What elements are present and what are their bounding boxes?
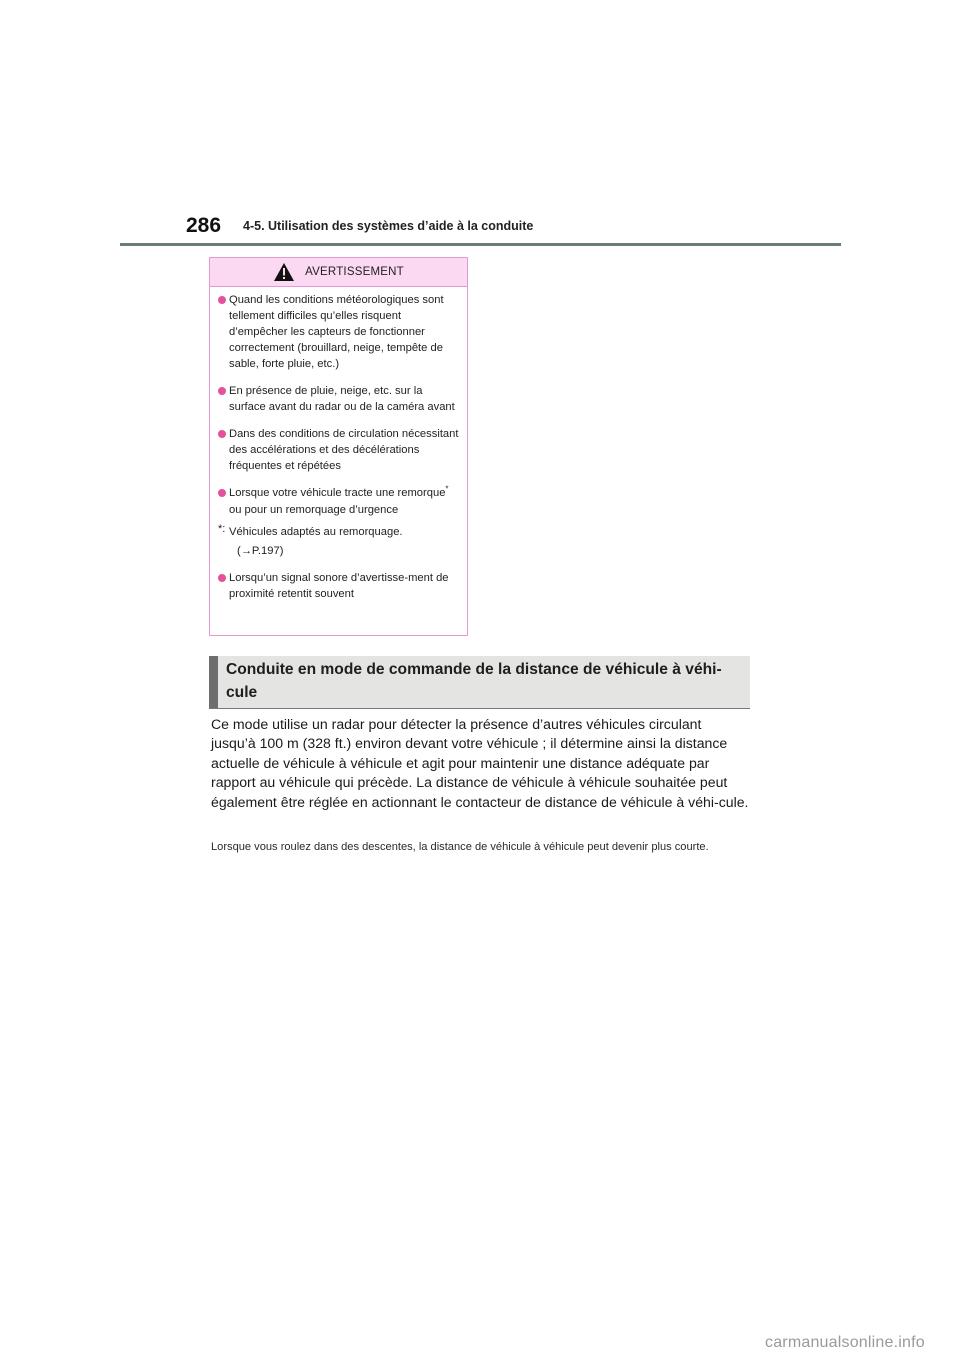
section-heading-text: Conduite en mode de commande de la distance de véhicule à véhi-cule <box>226 661 722 701</box>
warning-triangle-icon <box>273 262 295 282</box>
warning-item-towing <box>218 485 459 519</box>
warning-item <box>218 292 459 372</box>
note-paragraph: Lorsque vous roulez dans des descentes, la distance de véhicule à véhicule peut devenir plus courte. <box>211 841 709 853</box>
footnote-mark: *: <box>218 523 226 535</box>
warning-title: AVERTISSEMENT <box>305 266 404 278</box>
warning-item-text: Quand les conditions météorologiques sont tellement difficiles qu’elles risquent d’empêcher les capteurs de fonctionner correctement (brouillard, neige, tempête de sable, forte pluie, etc.) <box>229 294 444 370</box>
warning-item-text: En présence de pluie, neige, etc. sur la surface avant du radar ou de la caméra avant <box>229 385 455 413</box>
warning-item-text: Dans des conditions de circulation nécessitant des accélérations et des décélérations fréquentes et répétées <box>229 428 459 472</box>
bullet-icon <box>218 574 226 582</box>
section-heading <box>209 656 750 709</box>
watermark: carmanualsonline.info <box>765 1334 925 1351</box>
warning-item <box>218 570 459 602</box>
page-number: 286 <box>186 214 222 237</box>
footnote <box>218 523 459 561</box>
bullet-icon <box>218 489 226 497</box>
warning-item <box>218 383 459 415</box>
warning-item-text: Lorsqu’un signal sonore d’avertisse-ment de proximité retentit souvent <box>229 572 449 600</box>
bullet-icon <box>218 430 226 438</box>
body-paragraph: Ce mode utilise un radar pour détecter la présence d’autres véhicules circulant jusqu’à 100 m (328 ft.) environ devant votre véhicule ; il détermine ainsi la distance actuelle de véhicule à véhicule et agit pour maintenir une distance adéquate par rapport au véhicule qui précède. La distance de véhicule à véhicule souhaitée peut également être réglée en actionnant le contacteur de distance de véhicule à véhi-cule. <box>211 716 749 810</box>
header-divider <box>120 243 841 246</box>
warning-box <box>209 257 468 636</box>
bullet-icon <box>218 387 226 395</box>
page-reference: (→P.197) <box>237 545 284 557</box>
warning-item-text: ou pour un remorquage d’urgence <box>229 504 399 516</box>
footnote-asterisk: * <box>445 484 449 494</box>
warning-item-text: Lorsque votre véhicule tracte une remorque <box>229 487 446 499</box>
footnote-text: Véhicules adaptés au remorquage. <box>229 526 403 538</box>
bullet-icon <box>218 296 226 304</box>
warning-header <box>210 258 467 287</box>
heading-accent-bar <box>209 656 218 708</box>
section-title: 4-5. Utilisation des systèmes d’aide à la conduite <box>243 219 534 233</box>
warning-list <box>210 287 467 602</box>
warning-item <box>218 426 459 474</box>
